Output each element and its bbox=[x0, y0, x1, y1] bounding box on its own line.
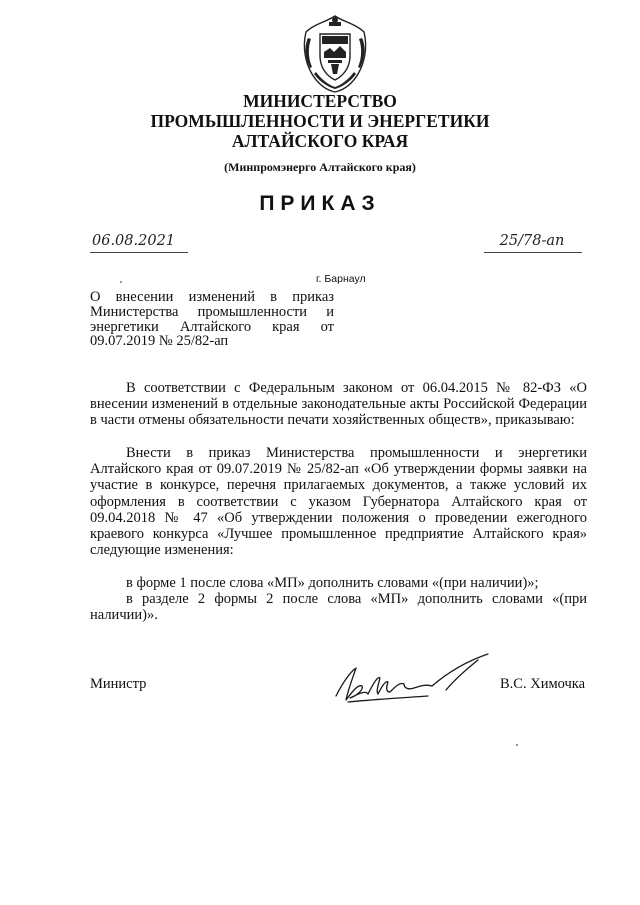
document-type-title: ПРИКАЗ bbox=[259, 192, 381, 215]
signatory-name: В.С. Химочка bbox=[500, 676, 586, 692]
altai-krai-coat-of-arms-icon bbox=[298, 12, 372, 94]
body-paragraph-3: в форме 1 после слова «МП» дополнить словами «(при наличии)»; bbox=[126, 575, 539, 591]
body-paragraph-1: В соответствии с Федеральным законом от 06.04.2015 № 82-ФЗ «О внесении изменений в отдельные законодательные акты Российской Федерации в части отмены обязательности печати хозяйственных обществ», приказываю: bbox=[90, 380, 587, 429]
scan-speck bbox=[516, 744, 518, 746]
number-underline bbox=[484, 252, 582, 253]
org-short-name: (Минпромэнерго Алтайского края) bbox=[224, 160, 416, 174]
org-name-line2: ПРОМЫШЛЕННОСТИ И ЭНЕРГЕТИКИ bbox=[150, 111, 490, 131]
document-number: 25/78-ап bbox=[499, 233, 565, 249]
body-paragraph-4: в разделе 2 формы 2 после слова «МП» дополнить словами «(при наличии)». bbox=[90, 591, 587, 624]
body-paragraph-2: Внести в приказ Министерства промышленности и энергетики Алтайского края от 09.07.2019 № 25/82-ап «Об утверждении формы заявки на участие в конкурсе, перечня прилагаемых документов, а также условий их оформления в соответствии с указом Губернатора Алтайского края от 09.04.2018 № 47 «Об утверждении положения о проведении ежегодного краевого конкурса «Лучшее промышленное предприятие Алтайского края» следующие изменения: bbox=[90, 445, 587, 559]
handwritten-signature bbox=[328, 650, 496, 710]
org-name-line3: АЛТАЙСКОГО КРАЯ bbox=[231, 131, 409, 151]
signatory-role: Министр bbox=[90, 676, 147, 692]
scan-speck bbox=[120, 281, 122, 283]
document-subject: О внесении изменений в приказ Министерства промышленности и энергетики Алтайского края от 09.07.2019 № 25/82-ап bbox=[90, 289, 334, 350]
org-name-line1: МИНИСТЕРСТВО bbox=[243, 91, 397, 111]
document-date: 06.08.2021 bbox=[92, 233, 176, 249]
date-underline bbox=[90, 252, 188, 253]
document-city: г. Барнаул bbox=[316, 273, 366, 285]
